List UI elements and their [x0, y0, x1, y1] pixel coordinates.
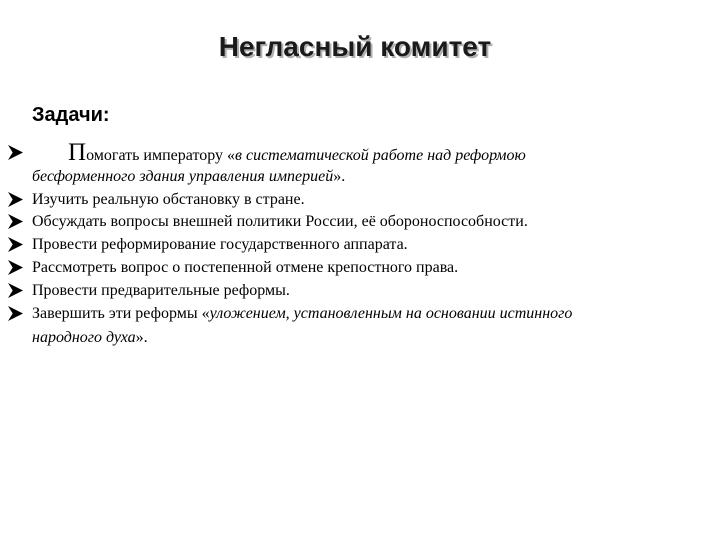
task-text: Обсуждать вопросы внешней политики России, её обороноспособности.: [32, 213, 528, 230]
task-line-continued: [32, 165, 704, 189]
task-initial-letter: П: [68, 139, 87, 166]
task-line: [32, 141, 704, 168]
arrowhead-bullet-icon: [8, 306, 23, 321]
arrowhead-bullet-icon: [8, 145, 23, 160]
arrowhead-bullet-icon: [8, 237, 23, 252]
task-text: Провести реформирование государственного аппарата.: [32, 236, 408, 253]
arrowhead-bullet-icon: [8, 283, 23, 298]
task-quote-close: ».: [333, 168, 346, 185]
task-quote-continued: народного духа: [32, 329, 136, 346]
tasks-heading: Задачи:: [32, 104, 110, 126]
task-quote: в систематической работе над реформою: [235, 147, 526, 164]
slide-title: Негласный комитет: [218, 31, 492, 62]
task-line: [32, 302, 704, 326]
task-quote: уложением, установленным на основании истинного: [209, 305, 573, 322]
task-line-continued: [32, 326, 704, 350]
task-quote-continued: бесформенного здания управления империей: [32, 168, 334, 185]
arrowhead-bullet-icon: [8, 214, 23, 229]
task-quote-close: ».: [135, 329, 148, 346]
arrowhead-bullet-icon: [8, 260, 23, 275]
task-text: омогать императору «: [86, 147, 236, 164]
arrowhead-bullet-icon: [8, 192, 23, 207]
task-text: Провести предварительные реформы.: [32, 282, 290, 299]
task-text: Изучить реальную обстановку в стране.: [32, 191, 305, 208]
task-text: Завершить эти реформы «: [32, 305, 210, 322]
task-text: Рассмотреть вопрос о постепенной отмене крепостного права.: [32, 259, 459, 276]
